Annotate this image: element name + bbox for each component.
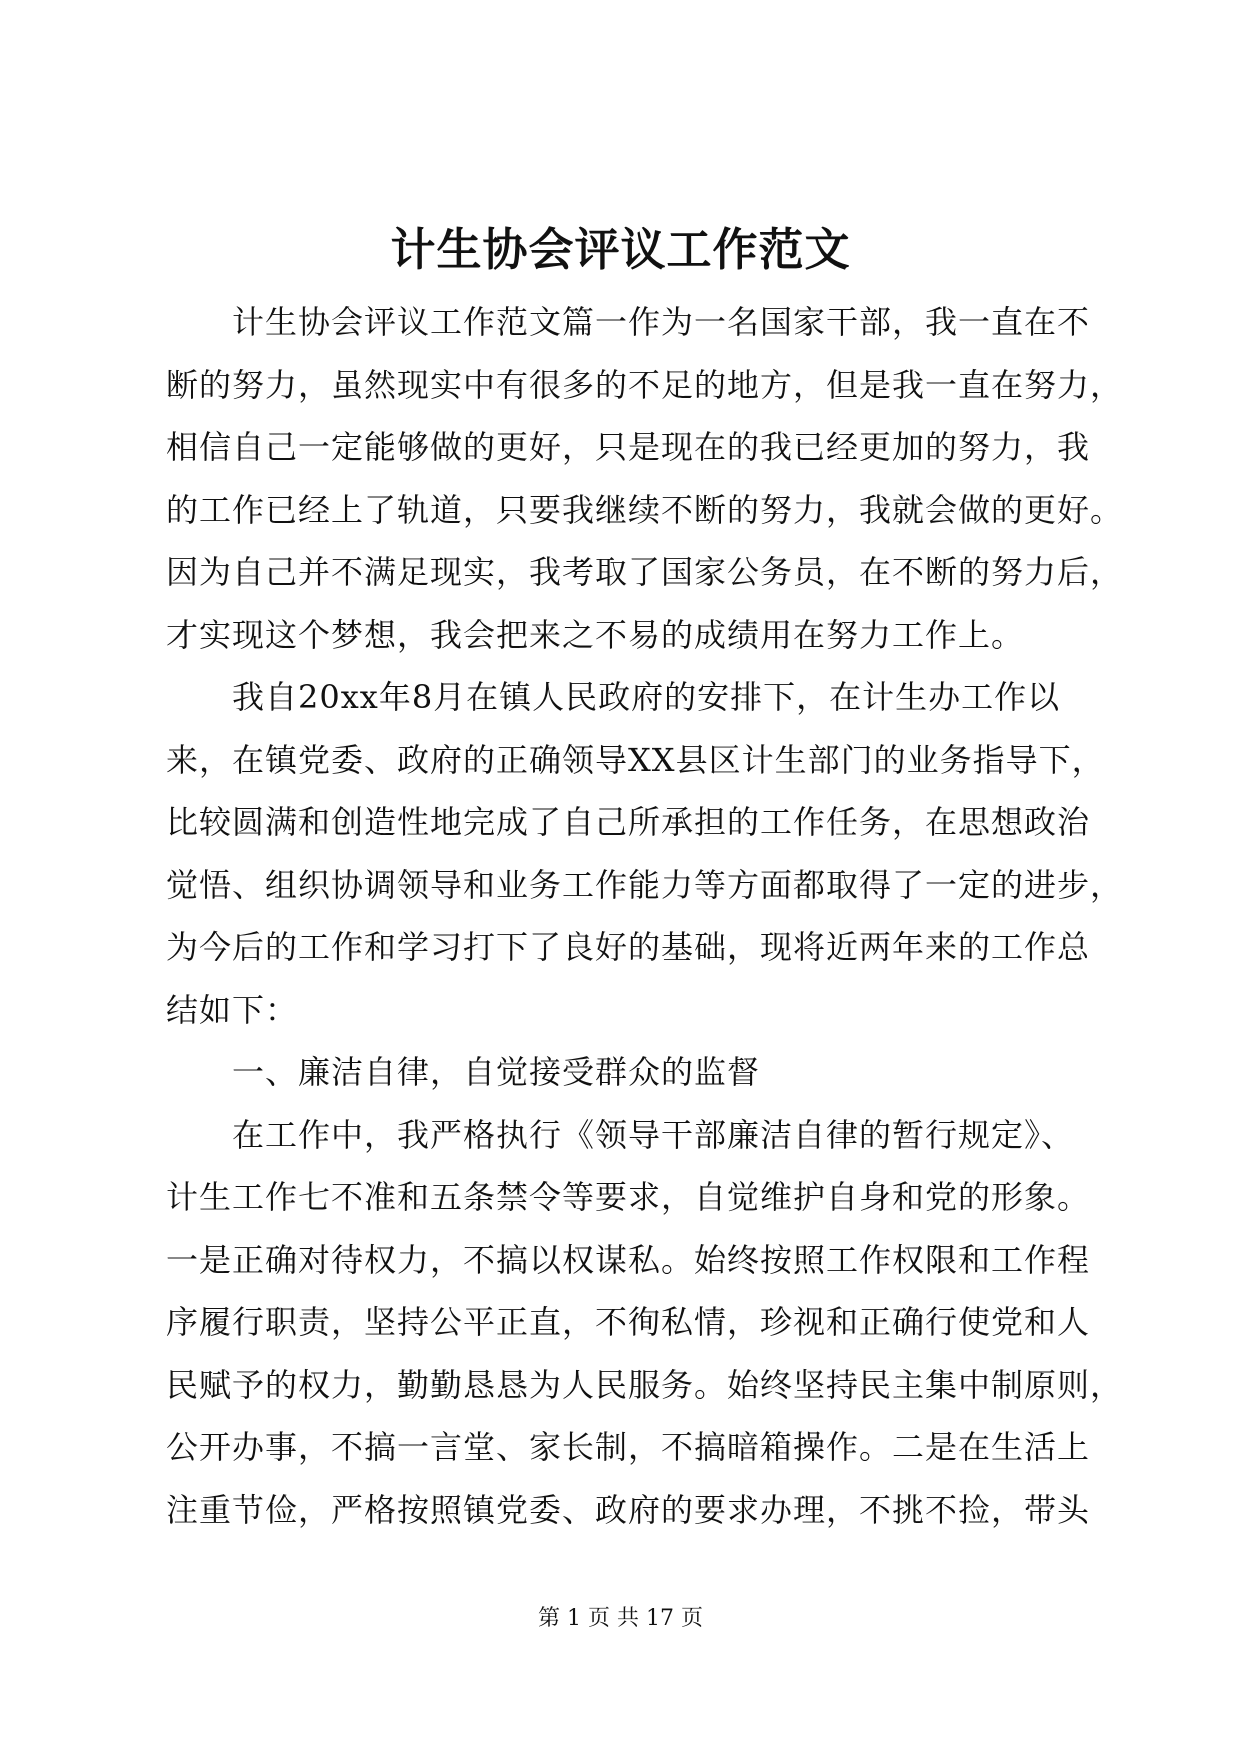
body-line: 计生协会评议工作范文篇一作为一名国家干部，我一直在不 bbox=[166, 303, 1091, 341]
body-line: 相信自己一定能够做的更好，只是现在的我已经更加的努力，我 bbox=[166, 428, 1091, 466]
body-line: 公开办事，不搞一言堂、家长制，不搞暗箱操作。二是在生活上 bbox=[166, 1428, 1091, 1466]
body-line: 注重节俭，严格按照镇党委、政府的要求办理，不挑不捡，带头 bbox=[166, 1491, 1091, 1529]
body-line: 来，在镇党委、政府的正确领导XX县区计生部门的业务指导下， bbox=[166, 741, 1105, 779]
body-line: 断的努力，虽然现实中有很多的不足的地方，但是我一直在努力， bbox=[166, 366, 1124, 404]
body-line: 为今后的工作和学习打下了良好的基础，现将近两年来的工作总 bbox=[166, 928, 1091, 966]
page-footer: 第 1 页 共 17 页 bbox=[538, 1606, 703, 1631]
body-line: 才实现这个梦想，我会把来之不易的成绩用在努力工作上。 bbox=[166, 616, 1025, 654]
body-line: 比较圆满和创造性地完成了自己所承担的工作任务，在思想政治 bbox=[166, 803, 1091, 841]
body-line: 在工作中，我严格执行《领导干部廉洁自律的暂行规定》、 bbox=[166, 1116, 1075, 1154]
body-line: 结如下： bbox=[166, 991, 299, 1029]
body-line: 序履行职责，坚持公平正直，不徇私情，珍视和正确行使党和人 bbox=[166, 1303, 1091, 1341]
body-line: 一是正确对待权力，不搞以权谋私。始终按照工作权限和工作程 bbox=[166, 1241, 1091, 1279]
document-title: 计生协会评议工作范文 bbox=[390, 223, 851, 276]
body-line: 我自20xx年8月在镇人民政府的安排下，在计生办工作以 bbox=[166, 678, 1061, 716]
section-heading: 一、廉洁自律，自觉接受群众的监督 bbox=[166, 1053, 761, 1091]
body-line: 的工作已经上了轨道，只要我继续不断的努力，我就会做的更好。 bbox=[166, 491, 1124, 529]
body-line: 民赋予的权力，勤勤恳恳为人民服务。始终坚持民主集中制原则， bbox=[166, 1366, 1124, 1404]
body-line: 觉悟、组织协调领导和业务工作能力等方面都取得了一定的进步， bbox=[166, 866, 1124, 904]
body-line: 因为自己并不满足现实，我考取了国家公务员，在不断的努力后， bbox=[166, 553, 1124, 591]
body-line: 计生工作七不准和五条禁令等要求，自觉维护自身和党的形象。 bbox=[166, 1178, 1091, 1216]
